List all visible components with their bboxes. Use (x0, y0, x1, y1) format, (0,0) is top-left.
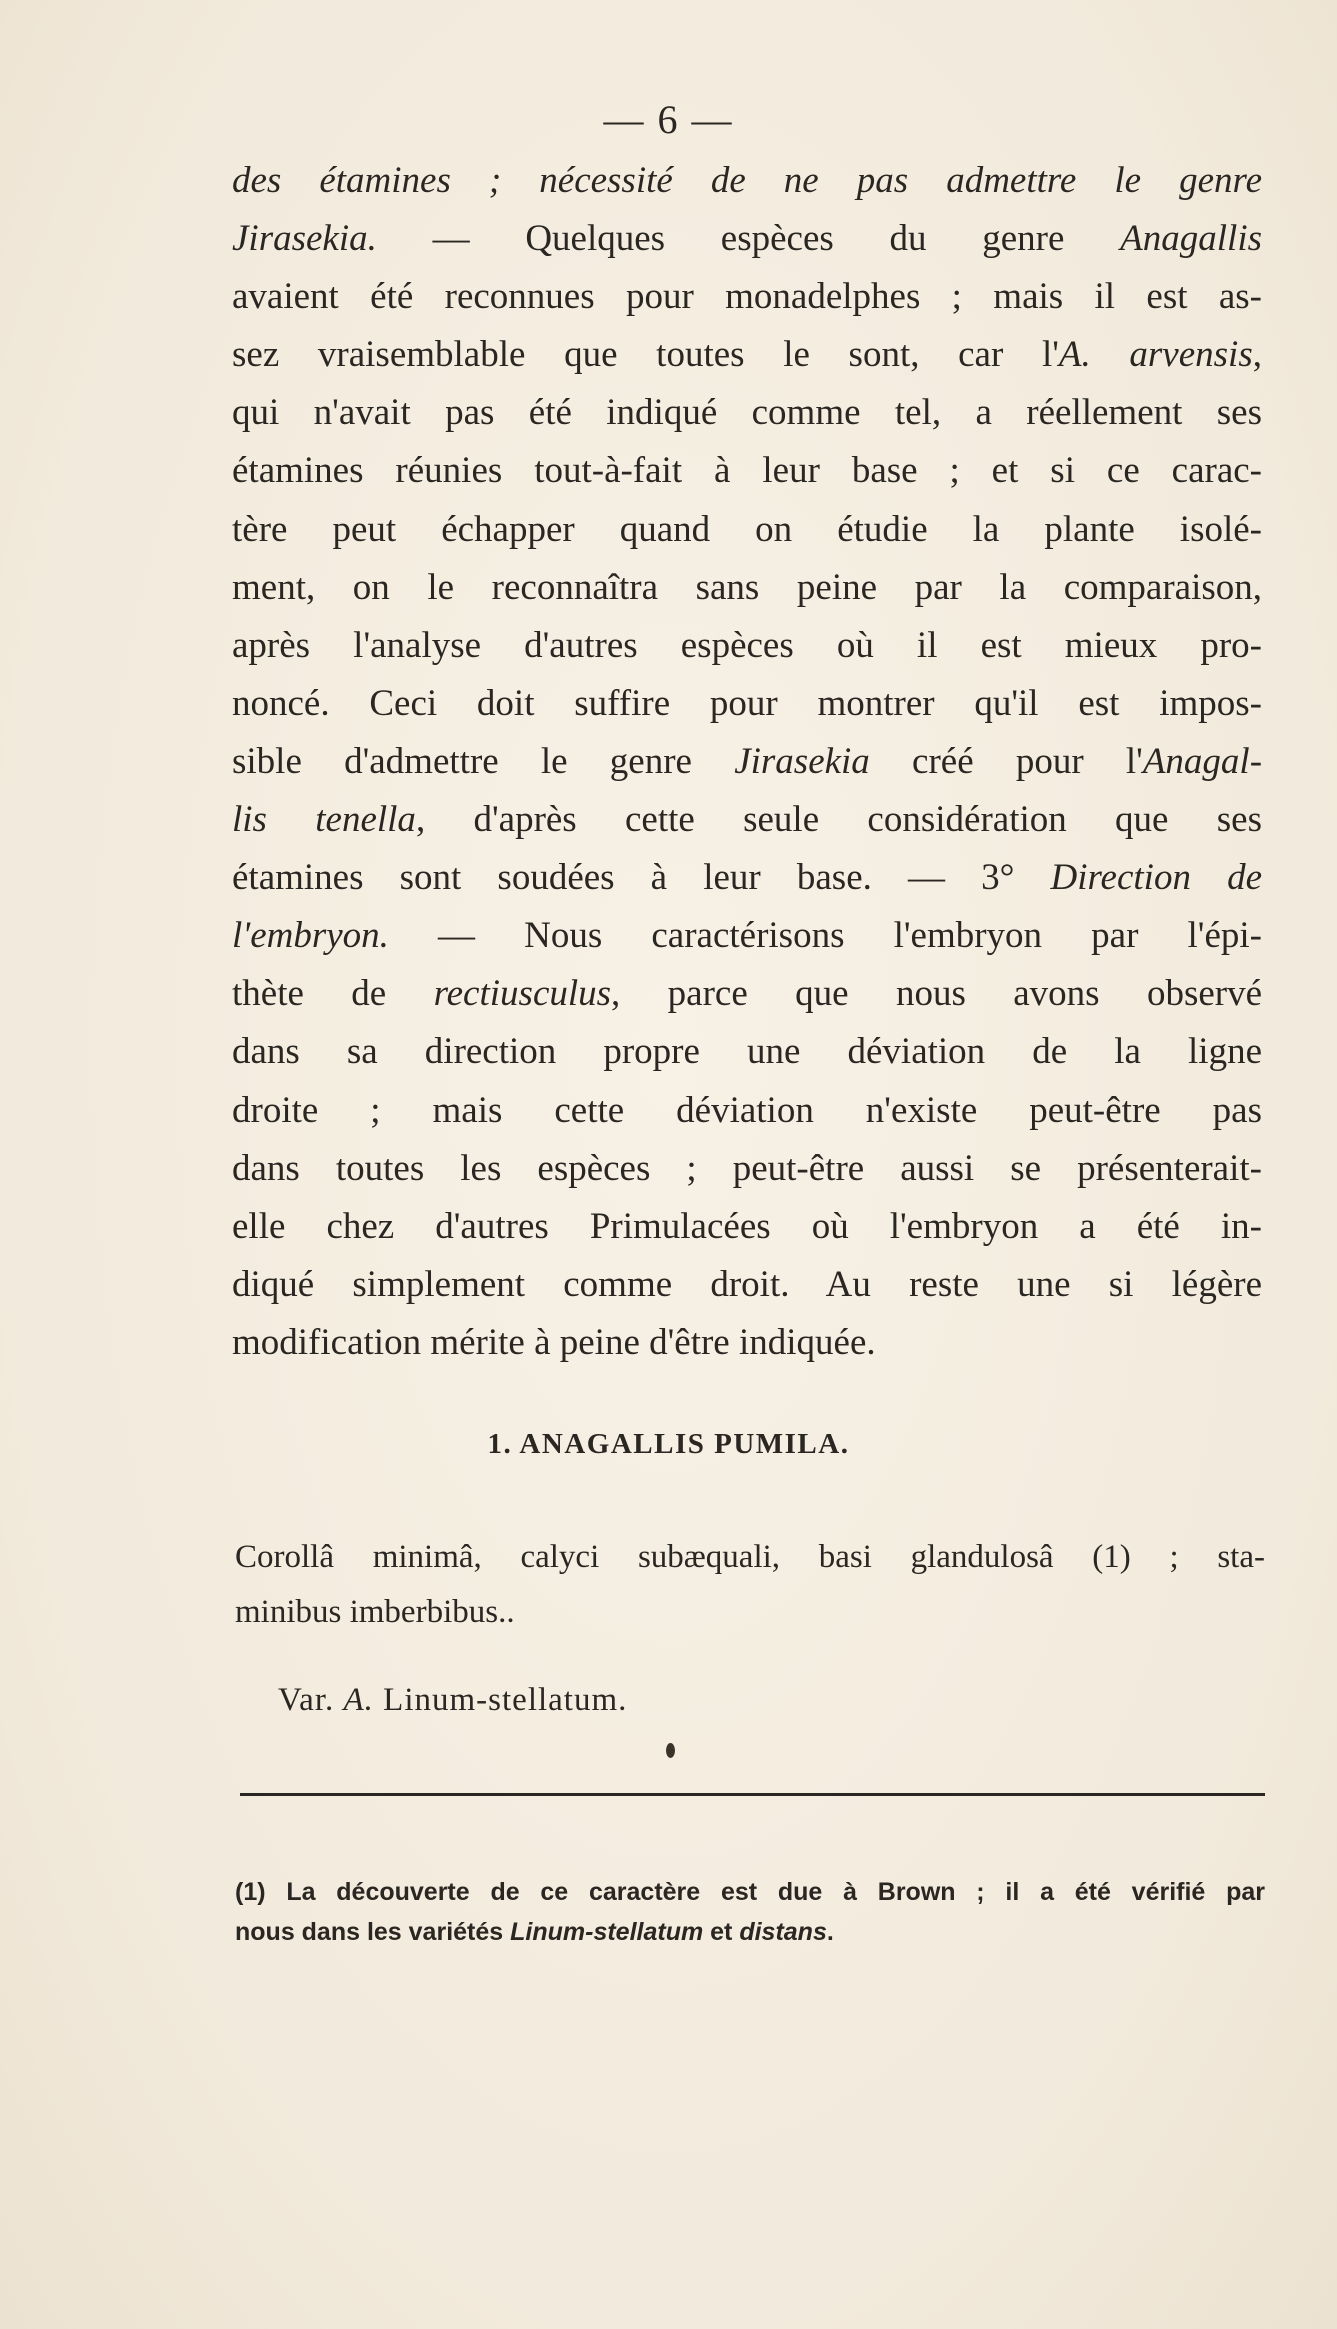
text-line: étamines réunies tout-à-fait à leur base ; et si ce carac- (232, 450, 1262, 492)
variety-name: distans (739, 1918, 827, 1946)
text-line: (1) La découverte de ce caractère est due à Brown ; il a été vérifié par (235, 1878, 1265, 1906)
text-run: , (1252, 334, 1262, 376)
text-line: après l'analyse d'autres espèces où il est mieux pro- (232, 624, 1262, 666)
genus-name: Anagallis (1120, 218, 1262, 260)
italic-phrase: des étamines ; nécessité de ne pas admettre le genre (232, 160, 1262, 201)
text-line: minibus imberbibus.. (235, 1594, 515, 1630)
text-run: . (826, 1918, 834, 1946)
text-run: , d'après cette seule considération que ses (415, 799, 1262, 841)
text-line (232, 965, 1262, 1023)
text-line (235, 1912, 1265, 1952)
page-number: — 6 — (603, 97, 734, 142)
text-line: droite ; mais cette déviation n'existe peut-être pas (232, 1089, 1262, 1131)
text-line: tère peut échapper quand on étudie la plante isolé- (232, 508, 1262, 550)
latin-diagnosis (235, 1530, 1265, 1640)
species-heading: 1. ANAGALLIS PUMILA. (487, 1428, 850, 1460)
italic-phrase: Direction de (1050, 857, 1263, 899)
species-name: lis tenella (232, 799, 416, 841)
variety-line (278, 1682, 627, 1719)
text-line: elle chez d'autres Primulacées où l'embryon a été in- (232, 1205, 1262, 1247)
text-run: sible d'admettre le genre (232, 740, 735, 782)
text-run: nous dans les variétés (235, 1918, 511, 1946)
text-line (232, 326, 1262, 384)
text-line (232, 210, 1262, 268)
genus-name: Jirasekia (734, 740, 870, 782)
text-line: modification mérite à peine d'être indiquée. (232, 1321, 876, 1363)
variety-name: Linum-stellatum. (373, 1682, 628, 1718)
footnote-rule (240, 1793, 1265, 1796)
variety-name: Linum-stellatum (510, 1918, 704, 1946)
italic-term: rectiusculus (433, 973, 612, 1015)
text-run: étamines sont soudées à leur base. — 3° (232, 857, 1051, 899)
text-line (232, 733, 1262, 791)
variety-prefix: Var. (278, 1682, 344, 1718)
text-line: dans toutes les espèces ; peut-être aussi se présenterait- (232, 1147, 1262, 1189)
text-run: thète de (232, 973, 434, 1015)
text-line: noncé. Ceci doit suffire pour montrer qu'il est impos- (232, 682, 1262, 724)
footnote (235, 1872, 1265, 1952)
text-run: — Nous caractérisons l'embryon par l'épi- (388, 915, 1262, 957)
italic-phrase: l'embryon. (232, 915, 389, 957)
text-line: qui n'avait pas été indiqué comme tel, a réellement ses (232, 392, 1262, 434)
species-name: A. arvensis (1058, 334, 1253, 376)
species-name: Anagal- (1142, 740, 1263, 782)
text-run: sez vraisemblable que toutes le sont, car l' (232, 334, 1059, 376)
text-line (232, 849, 1262, 907)
genus-name: Jirasekia. (232, 218, 377, 260)
text-run: , parce que nous avons observé (611, 973, 1263, 1015)
ink-smudge (666, 1743, 675, 1758)
text-line (232, 907, 1262, 965)
text-line: Corollâ minimâ, calyci subæquali, basi glandulosâ (1) ; sta- (235, 1539, 1265, 1575)
body-paragraph (232, 152, 1262, 1372)
text-run: — Quelques espèces du genre (376, 218, 1121, 260)
text-run: créé pour l' (869, 740, 1143, 782)
text-line: diqué simplement comme droit. Au reste une si légère (232, 1263, 1262, 1305)
text-line (232, 152, 1262, 210)
text-line (232, 791, 1262, 849)
genus-abbrev: A. (343, 1682, 374, 1718)
text-run: et (703, 1918, 740, 1946)
text-line: ment, on le reconnaîtra sans peine par la comparaison, (232, 566, 1262, 608)
text-line: dans sa direction propre une déviation de la ligne (232, 1031, 1262, 1073)
text-line: avaient été reconnues pour monadelphes ; mais il est as- (232, 276, 1262, 318)
